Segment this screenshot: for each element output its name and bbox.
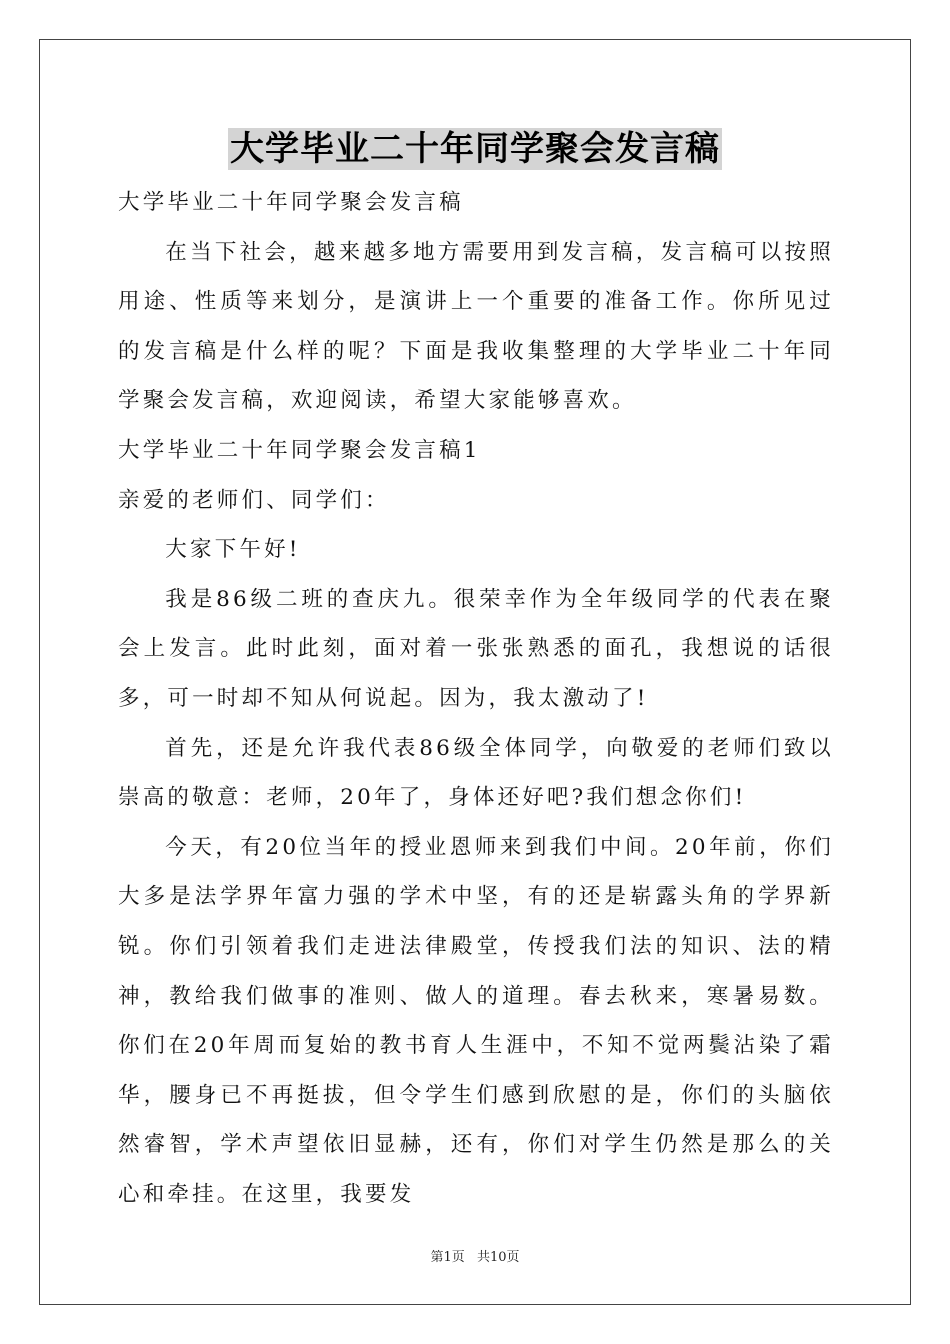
paragraph-body: 今天，有20位当年的授业恩师来到我们中间。20年前，你们大多是法学界年富力强的学术中坚，有的还是崭露头角的学界新锐。你们引领着我们走进法律殿堂，传授我们法的知识、法的精神，教给我们做事的准则、做人的道理。春去秋来，寒暑易数。你们在20年周而复始的教书育人生涯中，不知不觉两鬓沾染了霜华，腰身已不再挺拔，但令学生们感到欣慰的是，你们的头脑依然睿智，学术声望依旧显赫，还有，你们对学生仍然是那么的关心和牵挂。在这里，我要发 [118, 834, 834, 1207]
paragraph-heading-1: 大学毕业二十年同学聚会发言稿1 [118, 437, 481, 463]
paragraph-intro: 在当下社会，越来越多地方需要用到发言稿，发言稿可以按照用途、性质等来划分，是演讲上一个重要的准备工作。你所见过的发言稿是什么样的呢？下面是我收集整理的大学毕业二十年同学聚会发言稿，欢迎阅读，希望大家能够喜欢。 [118, 239, 834, 414]
paragraph-greeting: 大家下午好! [165, 537, 301, 563]
title-container [0, 128, 950, 170]
page-footer [0, 1246, 950, 1265]
page-total: 共10页 [476, 1250, 520, 1265]
paragraph-body: 我是86级二班的查庆九。很荣幸作为全年级同学的代表在聚会上发言。此时此刻，面对着一张张熟悉的面孔，我想说的话很多，可一时却不知从何说起。因为，我太激动了! [118, 586, 834, 711]
document-title: 大学毕业二十年同学聚会发言稿 [230, 129, 720, 169]
paragraph-salutation: 亲爱的老师们、同学们： [118, 487, 390, 513]
page-number: 第1页 [430, 1250, 465, 1265]
document-body [118, 178, 834, 1219]
paragraph-subtitle: 大学毕业二十年同学聚会发言稿 [118, 190, 464, 215]
paragraph-body: 首先，还是允许我代表86级全体同学，向敬爱的老师们致以崇高的敬意：老师，20年了，身体还好吧?我们想念你们! [118, 735, 834, 811]
